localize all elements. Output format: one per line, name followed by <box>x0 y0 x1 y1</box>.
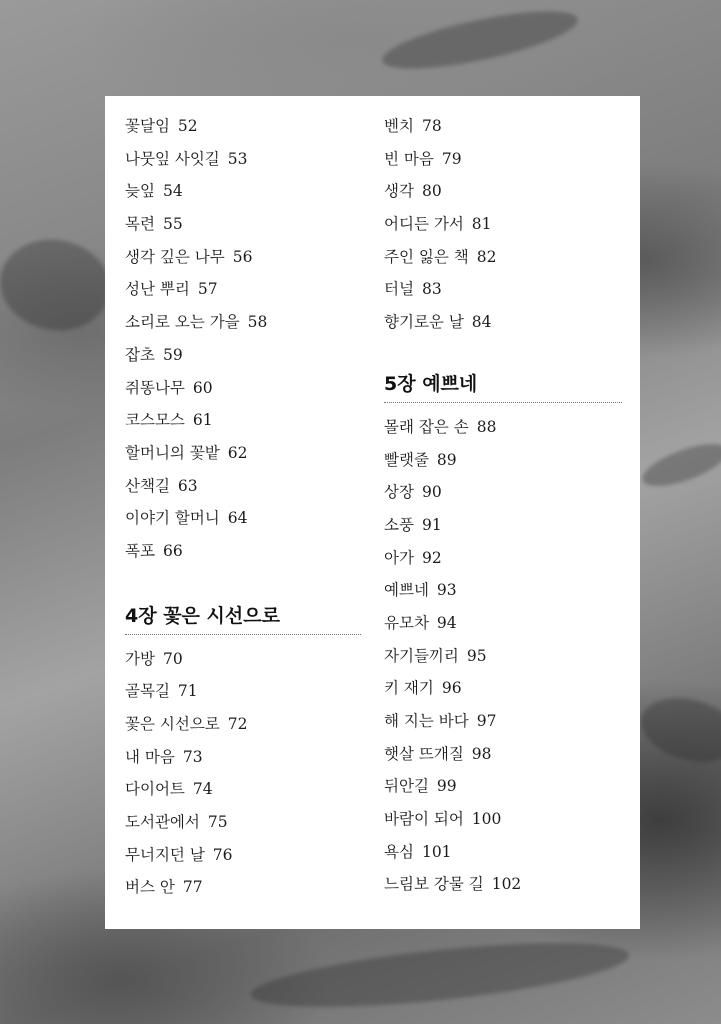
entry-page-number: 76 <box>212 845 233 864</box>
toc-entry[interactable] <box>125 306 361 339</box>
toc-entry[interactable] <box>125 675 361 708</box>
entry-title: 이야기 할머니 <box>125 509 220 528</box>
entry-title: 늦잎 <box>125 182 155 201</box>
toc-entry[interactable] <box>125 708 361 741</box>
entry-page-number: 95 <box>466 646 487 665</box>
entry-page-number: 66 <box>162 541 183 560</box>
entry-title: 키 재기 <box>384 679 434 698</box>
entry-title: 가방 <box>125 649 155 668</box>
entry-page-number: 57 <box>197 280 218 299</box>
entry-title: 할머니의 꽃밭 <box>125 443 220 462</box>
toc-entry[interactable] <box>125 339 361 372</box>
entry-page-number: 96 <box>441 679 462 698</box>
entry-page-number: 72 <box>227 715 248 733</box>
toc-entry[interactable] <box>384 509 622 542</box>
toc-entry[interactable] <box>384 411 622 444</box>
entry-page-number: 82 <box>476 247 497 266</box>
entry-title: 벤치 <box>384 117 414 135</box>
entry-page-number: 53 <box>227 149 248 168</box>
table-of-contents-page <box>105 96 640 929</box>
toc-entry[interactable] <box>384 705 622 738</box>
entry-page-number: 78 <box>421 117 442 135</box>
entry-page-number: 94 <box>436 613 457 632</box>
toc-entry[interactable] <box>384 607 622 640</box>
toc-entry-list <box>125 110 361 568</box>
toc-entry[interactable] <box>125 773 361 806</box>
toc-entry-list <box>384 110 622 339</box>
toc-entry[interactable] <box>384 110 622 143</box>
toc-entry[interactable] <box>125 372 361 405</box>
entry-page-number: 75 <box>207 813 228 832</box>
entry-page-number: 79 <box>441 149 462 168</box>
toc-entry[interactable] <box>125 502 361 535</box>
entry-title: 몰래 잡은 손 <box>384 417 469 436</box>
toc-entry[interactable] <box>384 444 622 477</box>
entry-page-number: 102 <box>491 875 522 894</box>
entry-title: 나뭇잎 사잇길 <box>125 149 220 168</box>
entry-title: 향기로운 날 <box>384 313 464 332</box>
toc-entry[interactable] <box>125 208 361 241</box>
entry-title: 꽃은 시선으로 <box>125 715 220 733</box>
toc-entry-list <box>384 411 622 901</box>
entry-title: 꽃달임 <box>125 117 170 135</box>
entry-title: 생각 깊은 나무 <box>125 247 225 266</box>
toc-entry[interactable] <box>125 273 361 306</box>
entry-title: 무너지던 날 <box>125 845 205 864</box>
toc-entry[interactable] <box>384 476 622 509</box>
entry-page-number: 93 <box>436 581 457 600</box>
entry-page-number: 58 <box>247 313 268 332</box>
entry-title: 소풍 <box>384 515 414 534</box>
entry-title: 빈 마음 <box>384 149 434 168</box>
toc-entry[interactable] <box>384 803 622 836</box>
toc-entry[interactable] <box>384 241 622 274</box>
toc-entry[interactable] <box>384 640 622 673</box>
chapter-heading: 5장 예쁘네 <box>384 369 622 403</box>
entry-title: 도서관에서 <box>125 813 200 832</box>
entry-title: 햇살 뜨개질 <box>384 744 464 763</box>
toc-entry[interactable] <box>125 806 361 839</box>
toc-entry[interactable] <box>384 143 622 176</box>
entry-page-number: 74 <box>192 780 213 799</box>
toc-entry[interactable] <box>125 741 361 774</box>
entry-page-number: 71 <box>177 682 198 701</box>
entry-page-number: 101 <box>421 842 452 861</box>
entry-page-number: 59 <box>162 345 183 364</box>
entry-page-number: 70 <box>162 649 183 668</box>
entry-page-number: 98 <box>471 744 492 763</box>
ink-wash-background <box>248 930 631 1019</box>
entry-page-number: 92 <box>421 548 442 567</box>
toc-entry[interactable] <box>125 871 361 904</box>
toc-entry[interactable] <box>125 241 361 274</box>
entry-title: 폭포 <box>125 541 155 560</box>
entry-title: 버스 안 <box>125 878 175 897</box>
chapter-heading: 4장 꽃은 시선으로 <box>125 601 361 635</box>
toc-entry[interactable] <box>125 437 361 470</box>
entry-page-number: 99 <box>436 777 457 796</box>
entry-title: 내 마음 <box>125 747 175 766</box>
entry-title: 느림보 강물 길 <box>384 875 484 894</box>
toc-left-column <box>125 110 361 904</box>
entry-title: 골목길 <box>125 682 170 701</box>
toc-entry[interactable] <box>384 175 622 208</box>
entry-title: 유모차 <box>384 613 429 632</box>
toc-entry[interactable] <box>125 643 361 676</box>
entry-page-number: 89 <box>436 450 457 469</box>
entry-title: 주인 잃은 책 <box>384 247 469 266</box>
entry-page-number: 90 <box>421 483 442 502</box>
entry-title: 자기들끼리 <box>384 646 459 665</box>
ink-wash-background <box>634 688 721 772</box>
entry-title: 다이어트 <box>125 780 185 799</box>
entry-title: 목련 <box>125 215 155 234</box>
toc-entry[interactable] <box>125 535 361 568</box>
entry-page-number: 88 <box>476 417 497 436</box>
entry-title: 산책길 <box>125 476 170 495</box>
entry-title: 빨랫줄 <box>384 450 429 469</box>
toc-entry[interactable] <box>384 868 622 901</box>
toc-entry[interactable] <box>384 672 622 705</box>
toc-entry[interactable] <box>384 574 622 607</box>
entry-title: 어디든 가서 <box>384 215 464 234</box>
ink-wash-background <box>638 436 721 495</box>
entry-page-number: 83 <box>421 280 442 299</box>
entry-page-number: 54 <box>162 182 183 201</box>
toc-entry[interactable] <box>125 839 361 872</box>
ink-wash-background <box>378 0 582 80</box>
entry-page-number: 52 <box>177 117 198 135</box>
toc-right-column <box>384 110 622 901</box>
entry-title: 아가 <box>384 548 414 567</box>
toc-entry[interactable] <box>384 770 622 803</box>
entry-page-number: 61 <box>192 411 213 430</box>
entry-title: 터널 <box>384 280 414 299</box>
toc-entry[interactable] <box>384 836 622 869</box>
toc-entry-list <box>125 643 361 905</box>
toc-entry[interactable] <box>125 143 361 176</box>
toc-entry[interactable] <box>125 470 361 503</box>
toc-entry[interactable] <box>384 306 622 339</box>
toc-entry[interactable] <box>384 208 622 241</box>
entry-title: 뒤안길 <box>384 777 429 796</box>
entry-page-number: 81 <box>471 215 492 234</box>
entry-title: 예쁘네 <box>384 581 429 600</box>
entry-title: 욕심 <box>384 842 414 861</box>
entry-page-number: 55 <box>162 215 183 234</box>
entry-title: 상장 <box>384 483 414 502</box>
entry-page-number: 62 <box>227 443 248 462</box>
entry-title: 바람이 되어 <box>384 810 464 829</box>
toc-entry[interactable] <box>384 542 622 575</box>
entry-page-number: 80 <box>421 182 442 201</box>
toc-entry[interactable] <box>125 175 361 208</box>
entry-page-number: 97 <box>476 712 497 730</box>
toc-entry[interactable] <box>125 110 361 143</box>
entry-page-number: 60 <box>192 378 213 397</box>
entry-title: 잡초 <box>125 345 155 364</box>
entry-page-number: 64 <box>227 509 248 528</box>
entry-title: 생각 <box>384 182 414 201</box>
entry-page-number: 84 <box>471 313 492 332</box>
entry-title: 소리로 오는 가을 <box>125 313 240 332</box>
entry-title: 코스모스 <box>125 411 185 430</box>
entry-title: 쥐똥나무 <box>125 378 185 397</box>
toc-entry[interactable] <box>384 738 622 771</box>
entry-page-number: 73 <box>182 747 203 766</box>
toc-entry[interactable] <box>384 273 622 306</box>
entry-page-number: 77 <box>182 878 203 897</box>
entry-page-number: 100 <box>471 810 502 829</box>
entry-page-number: 63 <box>177 476 198 495</box>
toc-entry[interactable] <box>125 404 361 437</box>
entry-page-number: 56 <box>232 247 253 266</box>
entry-title: 해 지는 바다 <box>384 712 469 730</box>
entry-title: 성난 뿌리 <box>125 280 190 299</box>
entry-page-number: 91 <box>421 515 442 534</box>
ink-wash-background <box>0 231 117 339</box>
